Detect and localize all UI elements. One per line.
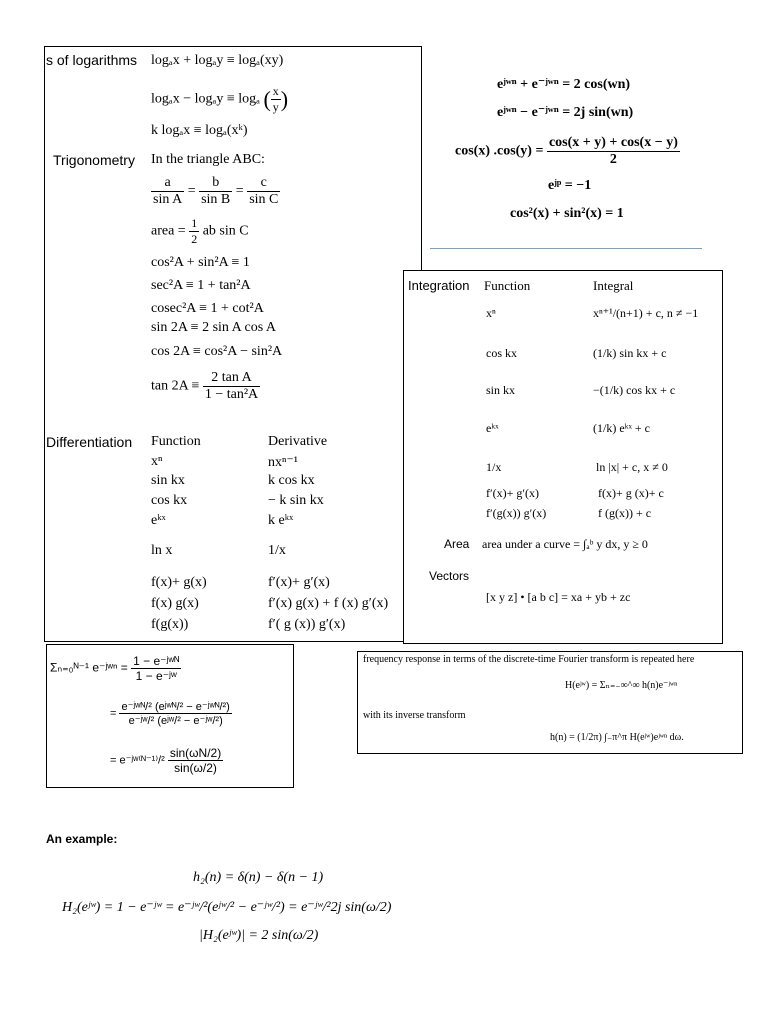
euler-pi-identity: eʲᵖ = −1 xyxy=(548,178,592,193)
integ-function-cell: xⁿ xyxy=(486,306,496,320)
integ-integral-cell: f (g(x)) + c xyxy=(598,506,652,520)
diff-derivative-cell: − k sin kx xyxy=(268,493,324,508)
trig-identity-3: cosec²A ≡ 1 + cot²A xyxy=(151,301,264,316)
triangle-area xyxy=(151,216,249,247)
area-under-curve: area under a curve = ∫ₐᵇ y dx, y ≥ 0 xyxy=(482,537,648,551)
sum-line-2: = $\frac{\text{e⁻ʲʷᴺ/² (eʲʷᴺ/² − e⁻ʲʷᴺ/²)}}{\text{e⁻ʲʷ/² (eʲʷ/² − e⁻ʲʷ/²)}}$ xyxy=(110,701,230,727)
diff-function-cell: cos kx xyxy=(151,493,188,508)
diff-function-cell: f(x)+ g(x) xyxy=(151,575,207,590)
integ-integral-cell: −(1/k) cos kx + c xyxy=(593,383,676,397)
integ-function-cell: sin kx xyxy=(486,383,516,397)
log-quotient-num: x xyxy=(272,84,279,98)
integration-heading: Integration xyxy=(408,278,470,293)
cos-product-identity xyxy=(455,135,680,168)
integ-function-cell: f′(x)+ g′(x) xyxy=(486,486,539,500)
sum-den-1: 1 − e⁻ʲʷ xyxy=(135,669,177,683)
sum-left: Σₙ₌₀ᴺ⁻¹ e⁻ʲʷⁿ = xyxy=(50,660,128,675)
sine-rule-c: c xyxy=(247,175,280,192)
tan-den: 1 − tan²A xyxy=(204,387,259,402)
diff-derivative-cell: k cos kx xyxy=(268,473,315,488)
sum-num-1: 1 − e⁻ʲʷᴺ xyxy=(133,654,180,668)
example-line-1: h₂(n) = δ(n) − δ(n − 1) xyxy=(193,870,324,885)
sum-num-2: e⁻ʲʷᴺ/² (eʲʷᴺ/² − e⁻ʲʷᴺ/²) xyxy=(121,701,230,713)
trigonometry-heading: Trigonometry xyxy=(53,152,135,168)
log-quotient-left: logₐx − logₐy ≡ logₐ xyxy=(151,91,260,107)
integ-integral-cell: f(x)+ g (x)+ c xyxy=(598,486,664,500)
area-heading: Area xyxy=(444,537,470,551)
sum-den-2: e⁻ʲʷ/² (eʲʷ/² − e⁻ʲʷ/²) xyxy=(128,715,223,727)
integ-function-cell: cos kx xyxy=(486,346,517,360)
integ-integral-cell: (1/k) sin kx + c xyxy=(593,346,667,360)
integ-integral-cell: ln |x| + c, x ≠ 0 xyxy=(596,460,668,474)
trig-identity-2: sec²A ≡ 1 + tan²A xyxy=(151,278,251,293)
integration-panel xyxy=(403,270,723,644)
diff-derivative-cell: f′(x)+ g′(x) xyxy=(268,575,330,590)
example-heading: An example: xyxy=(46,832,118,846)
dtft-intro-text: frequency response in terms of the discrete-time Fourier transform is repeated here xyxy=(363,654,695,665)
diff-function-cell: f(x) g(x) xyxy=(151,596,199,611)
example-line-2: H₂(eʲʷ) = 1 − e⁻ʲʷ = e⁻ʲʷ/²(eʲʷ/² − e⁻ʲʷ/²) = e⁻ʲʷ/²2j sin(ω/2) xyxy=(62,900,392,915)
diff-col-function: Function xyxy=(151,434,201,449)
integ-integral-cell: xⁿ⁺¹/(n+1) + c, n ≠ −1 xyxy=(593,306,699,320)
logarithms-heading: s of logarithms xyxy=(46,52,138,68)
diff-function-cell: f(g(x)) xyxy=(151,617,189,632)
diff-derivative-cell: nxⁿ⁻¹ xyxy=(268,455,298,470)
cos-product-left: cos(x) .cos(y) = xyxy=(455,143,544,159)
diff-function-cell: ln x xyxy=(151,543,173,558)
diff-derivative-cell: f′( g (x)) g′(x) xyxy=(268,617,346,632)
dtft-inverse-text: with its inverse transform xyxy=(363,710,466,721)
trig-identity-4: sin 2A ≡ 2 sin A cos A xyxy=(151,320,276,335)
integ-function-cell: eᵏˣ xyxy=(486,421,499,435)
integ-col-function: Function xyxy=(484,278,531,293)
sine-rule-sina: sin A xyxy=(153,192,183,207)
sum-den-3: sin(ω/2) xyxy=(174,761,217,775)
euler-cos-identity: eʲʷⁿ + e⁻ʲʷⁿ = 2 cos(wn) xyxy=(497,77,631,92)
sum-line-1 xyxy=(50,654,181,683)
log-quotient-den: y xyxy=(272,100,279,114)
sine-rule-sinc: sin C xyxy=(249,192,279,207)
sine-rule-sinb: sin B xyxy=(201,192,231,207)
differentiation-heading: Differentiation xyxy=(46,434,133,450)
sine-rule-a: a xyxy=(151,175,184,192)
inverse-dtft-equation: h(n) = (1/2π) ∫₋π^π H(eʲʷ)eʲʷⁿ dω. xyxy=(550,732,684,743)
area-den: 2 xyxy=(191,232,198,246)
diff-derivative-cell: f′(x) g(x) + f (x) g′(x) xyxy=(268,596,389,611)
sine-rule-b: b xyxy=(199,175,232,192)
pythagorean-identity: cos²(x) + sin²(x) = 1 xyxy=(510,206,624,221)
diff-function-cell: sin kx xyxy=(151,473,185,488)
log-rule-product: logₐx + logₐy ≡ logₐ(xy) xyxy=(151,53,284,68)
integ-function-cell: 1/x xyxy=(486,460,502,474)
area-right: ab sin C xyxy=(202,223,249,239)
tan-double-angle xyxy=(151,370,260,403)
integ-integral-cell: (1/k) eᵏˣ + c xyxy=(593,421,650,435)
tan-left: tan 2A ≡ xyxy=(151,378,200,394)
area-num: 1 xyxy=(191,216,198,230)
sum-num-3: sin(ωN/2) xyxy=(169,746,222,760)
integ-function-cell: f′(g(x)) g′(x) xyxy=(486,506,547,520)
tan-num: 2 tan A xyxy=(203,370,260,387)
diff-function-cell: eᵏˣ xyxy=(151,513,166,528)
trig-identity-1: cos²A + sin²A ≡ 1 xyxy=(151,255,250,270)
trig-intro: In the triangle ABC: xyxy=(151,152,265,167)
integ-col-integral: Integral xyxy=(593,278,634,293)
trig-identity-5: cos 2A ≡ cos²A − sin²A xyxy=(151,344,283,359)
sum-line-3 xyxy=(110,746,223,775)
euler-sin-identity: eʲʷⁿ − e⁻ʲʷⁿ = 2j sin(wn) xyxy=(497,105,634,120)
vector-dot-product: [x y z] • [a b c] = xa + yb + zc xyxy=(486,590,631,604)
diff-function-cell: xⁿ xyxy=(151,454,163,469)
cos-product-den: 2 xyxy=(609,152,617,167)
diff-derivative-cell: 1/x xyxy=(268,543,286,558)
sine-rule: $\frac{a}{\text{sin A}}$ = $\frac{b}{\text{sin B}}$ = $\frac{c}{\text{sin C}}$ xyxy=(153,175,279,207)
example-line-3: |H₂(eʲʷ)| = 2 sin(ω/2) xyxy=(199,928,319,943)
sum-left-3: = e⁻ʲʷ⁽ᴺ⁻¹⁾/² xyxy=(110,754,165,767)
log-rule-quotient: logₐx − logₐy ≡ logₐ ( $\frac{x}{y}$ ) xyxy=(151,84,289,114)
cos-product-num: cos(x + y) + cos(x − y) xyxy=(548,135,678,150)
diff-derivative-cell: k eᵏˣ xyxy=(268,513,294,528)
area-left: area = xyxy=(151,223,186,239)
diff-col-derivative: Derivative xyxy=(268,434,328,449)
log-rule-power: k logₐx ≡ logₐ(xᵏ) xyxy=(151,123,248,138)
vectors-heading: Vectors xyxy=(429,569,470,583)
blue-divider xyxy=(430,248,702,249)
dtft-equation: H(eʲʷ) = Σₙ₌₋∞^∞ h(n)e⁻ʲʷⁿ xyxy=(565,680,678,691)
